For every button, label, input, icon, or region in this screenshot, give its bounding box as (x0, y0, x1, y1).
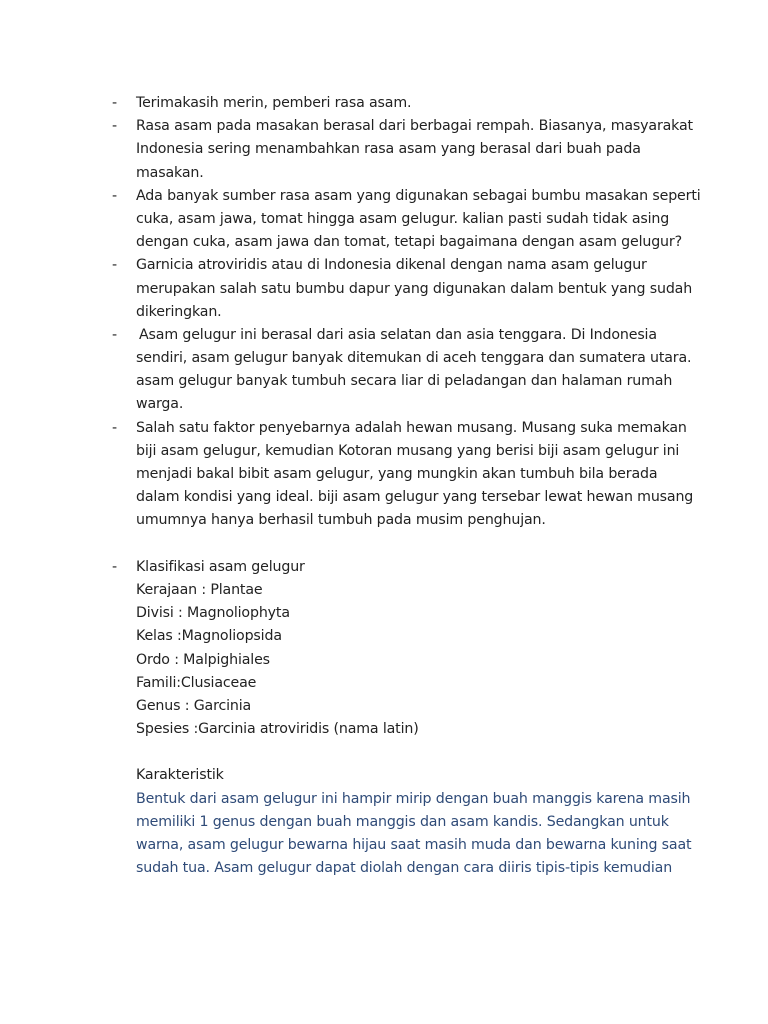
characteristics-heading-text: Karakteristik (136, 767, 224, 784)
bullet-dash: - (112, 558, 117, 575)
bullet-5-line-3 (0, 370, 768, 393)
bullet-dash: - (112, 95, 117, 111)
bullet-text: Rasa asam pada masakan berasal dari berbagai rempah. Biasanya, masyarakat (136, 118, 693, 135)
bullet-6-line-1 (0, 417, 768, 440)
classification-heading-text: Klasifikasi asam gelugur (136, 558, 305, 575)
characteristics-line-2 (0, 811, 768, 834)
bullet-text: Ada banyak sumber rasa asam yang digunakan sebagai bumbu masakan seperti (136, 187, 701, 204)
bullet-1-line-1 (0, 92, 768, 115)
characteristics-heading (0, 764, 768, 787)
bullet-text: dalam kondisi yang ideal. biji asam gelugur yang tersebar lewat hewan musang (136, 489, 694, 506)
bullet-text: Indonesia sering menambahkan rasa asam yang berasal dari buah pada (136, 141, 641, 158)
classification-row-text: Spesies :Garcinia atroviridis (nama latin) (136, 721, 419, 738)
classification-row-ordo (0, 649, 768, 672)
bullet-4-line-3 (0, 301, 768, 324)
classification-row-famili (0, 672, 768, 695)
classification-row-text: Divisi : Magnoliophyta (136, 605, 290, 622)
characteristics-text: warna, asam gelugur bewarna hijau saat masih muda dan bewarna kuning saat (136, 837, 692, 853)
bullet-6-line-5 (0, 509, 768, 532)
bullet-dash: - (112, 326, 117, 343)
bullet-text: biji asam gelugur, kemudian Kotoran musang yang berisi biji asam gelugur ini (136, 442, 680, 459)
bullet-text: Garnicia atroviridis atau di Indonesia dikenal dengan nama asam gelugur (136, 257, 647, 274)
bullet-3-line-3 (0, 231, 768, 254)
bullet-4-line-2 (0, 278, 768, 301)
bullet-2-line-2 (0, 138, 768, 161)
characteristics-text: Bentuk dari asam gelugur ini hampir mirip dengan buah manggis karena masih (136, 790, 691, 807)
classification-row-spesies (0, 718, 768, 741)
bullet-3-line-1 (0, 185, 768, 208)
bullet-text: warga. (136, 396, 184, 413)
bullet-5-line-4 (0, 393, 768, 416)
characteristics-line-3 (0, 834, 768, 857)
bullet-text: Asam gelugur ini berasal dari asia selatan dan asia tenggara. Di Indonesia (139, 326, 657, 343)
bullet-2-line-1 (0, 115, 768, 138)
classification-row-divisi (0, 602, 768, 625)
blank-line (0, 741, 768, 764)
bullet-5-line-2 (0, 347, 768, 370)
classification-row-kerajaan (0, 579, 768, 602)
bullet-3-line-2 (0, 208, 768, 231)
characteristics-text: sudah tua. Asam gelugur dapat diolah dengan cara diiris tipis-tipis kemudian (136, 860, 673, 877)
document-body (0, 92, 768, 880)
bullet-text: merupakan salah satu bumbu dapur yang digunakan dalam bentuk yang sudah (136, 280, 693, 297)
bullet-6-line-4 (0, 486, 768, 509)
bullet-5-line-1 (0, 324, 768, 347)
bullet-text: dengan cuka, asam jawa dan tomat, tetapi bagaimana dengan asam gelugur? (136, 234, 682, 251)
bullet-text: cuka, asam jawa, tomat hingga asam gelugur. kalian pasti sudah tidak asing (136, 210, 670, 227)
bullet-text: masakan. (136, 164, 204, 181)
bullet-dash: - (112, 419, 117, 436)
classification-row-kelas (0, 625, 768, 648)
bullet-text: Salah satu faktor penyebarnya adalah hewan musang. Musang suka memakan (136, 419, 687, 436)
bullet-text: asam gelugur banyak tumbuh secara liar di peladangan dan halaman rumah (136, 373, 673, 390)
bullet-text: umumnya hanya berhasil tumbuh pada musim penghujan. (136, 512, 546, 529)
blank-line (0, 533, 768, 556)
classification-row-genus (0, 695, 768, 718)
bullet-dash: - (112, 257, 117, 274)
bullet-6-line-2 (0, 440, 768, 463)
bullet-text: Terimakasih merin, pemberi rasa asam. (136, 95, 412, 111)
bullet-6-line-3 (0, 463, 768, 486)
bullet-2-line-3 (0, 162, 768, 185)
classification-row-text: Kerajaan : Plantae (136, 581, 263, 598)
characteristics-line-4 (0, 857, 768, 880)
characteristics-text: memiliki 1 genus dengan buah manggis dan asam kandis. Sedangkan untuk (136, 813, 669, 830)
characteristics-line-1 (0, 788, 768, 811)
classification-row-text: Kelas :Magnoliopsida (136, 628, 282, 645)
bullet-text: dikeringkan. (136, 303, 222, 320)
bullet-dash: - (112, 187, 117, 204)
classification-heading (0, 556, 768, 579)
classification-row-text: Genus : Garcinia (136, 697, 252, 714)
bullet-4-line-1 (0, 254, 768, 277)
bullet-text: menjadi bakal bibit asam gelugur, yang mungkin akan tumbuh bila berada (136, 466, 658, 482)
classification-row-text: Ordo : Malpighiales (136, 651, 270, 668)
bullet-dash: - (112, 118, 117, 135)
bullet-text: sendiri, asam gelugur banyak ditemukan di aceh tenggara dan sumatera utara. (136, 350, 692, 367)
classification-row-text: Famili:Clusiaceae (136, 674, 257, 691)
